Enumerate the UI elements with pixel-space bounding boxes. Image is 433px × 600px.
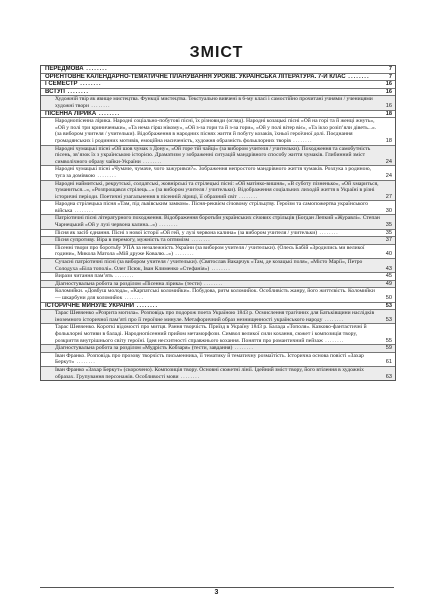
toc-page-number: 16: [385, 81, 392, 88]
toc-entry[interactable]: [41, 281, 395, 289]
dot-leader: ........: [317, 229, 339, 236]
toc-page-number: 16: [385, 102, 392, 109]
page-title: ЗМІСТ: [189, 44, 244, 61]
toc-page-number: 35: [385, 229, 392, 236]
toc-entry[interactable]: [41, 273, 395, 281]
dot-leader: ........: [95, 172, 117, 179]
toc-page-number: 43: [385, 265, 392, 272]
dot-leader: ........: [290, 137, 313, 144]
toc-entry-text: Іван Франко «Захар Беркут» (скорочено). Композиція твору. Основні сюжетні лінії. Ідейний зміст твору, його втілення в художніх образах. Групування персонажів. Особливості мови ........: [55, 366, 364, 380]
toc-page-number: 7: [388, 73, 392, 80]
toc-section[interactable]: [41, 74, 395, 82]
toc-entry-text: Вирази читання пам’ять ........: [55, 273, 135, 280]
toc-section[interactable]: [41, 81, 395, 89]
toc-entry[interactable]: [41, 237, 395, 245]
toc-entry[interactable]: [41, 118, 395, 145]
toc-page-number: 40: [385, 251, 392, 258]
toc-page-number: 61: [385, 359, 392, 366]
dot-leader: ........: [96, 110, 121, 117]
dot-leader: ........: [72, 207, 94, 214]
toc-entry-text: Пісенні твори про боротьбу УПА за незалежність України (за вибором учителя / учительки). (Олесь Бабій «Зродились ми великої години», Микола Матола «Мій друже Ковалю...») ........: [55, 244, 365, 258]
toc-entry-text: Тарас Шевченко «Розрита могила». Розповідь про подорож поета Україною 1843 р. Осмислення трагічних для Батьківщини наслідків іноземного історичної пам’яті про її героїчне минуле. Метафоричний образ незнищенності українського народу ........: [55, 310, 375, 323]
toc-entry-text: Народна стрілецька пісня «Там, під львівським замком». Пісня-реквієм січовому стрільцтву. Героїзм та самопожертва українського війська ........: [55, 201, 369, 214]
toc-entry-text: Народні чумацькі пісні «Чумаче, чумаче, чого зажурився?». Зображення непростого мандрівного життя чумаків. Розлука з родиною, туга за домівкою ........: [55, 166, 372, 179]
toc-entry-text: Художній твір як явище мистецтва. Функції мистецтва. Текстуально вивчені в 6-му класі і самостійно прочитані учнями / ученицями художні твори ........: [55, 96, 373, 109]
toc-page-number: 24: [385, 172, 392, 179]
toc-entry[interactable]: [41, 230, 395, 238]
dot-leader: ........: [74, 359, 96, 366]
toc-page-number: 35: [385, 222, 392, 229]
toc-page-number: 27: [385, 193, 392, 200]
toc-entry-text: ПЕРЕДМОВА ........: [45, 66, 108, 72]
toc-page-number: 7: [388, 66, 392, 72]
toc-entry-text: Коломийки. «Довбуш молода», «Карпатські коломийки». Побудова, ритм коломийок. Особливість жанру, його життєвість. Коломийки — шкарбуни для коломийок ........: [55, 288, 375, 301]
toc-entry-text: Сучасні патріотичні пісні (за вибором учителя / учительки). (Святослав Вакарчук «Там, де козацькі поля», «Місто Марії», Петро Солодуха «Біла тополі». Олег Псюк, Іван Клименко «Стефанія») ........: [55, 259, 363, 272]
toc-page-number: 53: [385, 302, 392, 309]
toc-entry[interactable]: [41, 215, 395, 229]
toc-entry[interactable]: [41, 367, 395, 380]
toc-entry-text: ПІСЕННА ЛІРИКА ........: [45, 110, 121, 117]
toc-entry-text: Патріотичні пісні літературного походження. Відображення боротьби українських січових стрільців (Богдан Лепкий «Журавлі». Степан Чарнецький «Ой у лузі червона калина...») ........: [55, 215, 380, 229]
toc-section[interactable]: [41, 303, 395, 311]
dot-leader: ........: [209, 265, 231, 272]
toc-entry[interactable]: [41, 345, 395, 353]
toc-entry[interactable]: [41, 201, 395, 215]
toc-entry[interactable]: [41, 353, 395, 367]
dot-leader: ........: [112, 273, 135, 280]
table-of-contents: [40, 65, 396, 381]
toc-section[interactable]: [41, 66, 395, 74]
dot-leader: ........: [322, 316, 345, 323]
toc-entry-text: Іван Франко. Розповідь про прозову творчість письменника, її тематику й тематичну розмаїтість. Історична основа повісті «Захар Беркут» ........: [55, 352, 364, 366]
toc-page-number: 63: [385, 373, 392, 380]
toc-entry[interactable]: [41, 96, 395, 110]
toc-entry[interactable]: [41, 166, 395, 180]
dot-leader: ........: [178, 373, 201, 380]
dot-leader: ........: [236, 193, 259, 200]
dot-leader: ........: [65, 88, 90, 95]
dot-leader: ........: [122, 295, 144, 301]
toc-page-number: 18: [385, 110, 392, 117]
footer-rule: [40, 587, 394, 588]
dot-leader: ........: [83, 66, 108, 72]
dot-leader: ........: [77, 81, 102, 88]
toc-entry[interactable]: [41, 310, 395, 324]
toc-page-number: 45: [385, 273, 392, 280]
toc-entry-text: Народні наймитські, рекрутські, солдатські, жовнірські та стрілецькі пісні: «Ой матінко-вишня», «В суботу пізненько», «Ой хмариться, туманиться...», «Розпрощався стрілець...» (за вибором учителя / учительки). Відображення соціальних лиходій життя в Україні в різні історичні періоди. Поетичні узагальнення в пісенній ліриці, її образний світ ........: [55, 180, 379, 200]
toc-entry[interactable]: [41, 181, 395, 202]
dot-leader: ........: [134, 302, 159, 309]
toc-entry[interactable]: [41, 146, 395, 167]
toc-entry-text: Пісня супротиву. Віра в перемогу, мужність та оптимізм ........: [55, 237, 211, 244]
toc-section[interactable]: [41, 111, 395, 119]
toc-page-number: 59: [385, 345, 392, 352]
toc-page-number: 16: [385, 88, 392, 95]
toc-entry[interactable]: [41, 324, 395, 345]
toc-entry[interactable]: [41, 259, 395, 273]
toc-page-number: 30: [385, 207, 392, 214]
dot-leader: ........: [322, 337, 345, 344]
toc-entry-text: Діагностувальна робота за розділом «Пісенна лірика» (тести) ........: [55, 280, 224, 287]
toc-entry-text: ОРІЄНТОВНЕ КАЛЕНДАРНО-ТЕМАТИЧНЕ ПЛАНУВАННЯ УРОКІВ. УКРАЇНСЬКА ЛІТЕРАТУРА. 7-Й КЛАС ........: [45, 73, 370, 80]
toc-entry[interactable]: [41, 245, 395, 259]
dot-leader: ........: [201, 280, 224, 287]
toc-entry-text: Пісня як засіб єднання. Пісні з нової історії «Ой гей, у лузі червона калина» (за вибором учителя / учительки) ........: [55, 229, 339, 236]
toc-entry-text: Тарас Шевченко. Короткі відомості про митця. Рання творчість. Приїзд в Україну 1843 р. Балада «Тополя». Казково-фантастичні й фольклорні мотиви в баладі. Народнопісенний прийом метаморфози. Символ великої сили кохання, сюжет і композиція твору, розкриття внутрішнього світу героїні. Ідея несхитності справжнього кохання. Поняття про романтичний пейзаж ........: [55, 324, 367, 344]
toc-page-number: 53: [385, 316, 392, 323]
toc-page-number: 37: [385, 237, 392, 244]
toc-entry-text: Діагностувальна робота за розділом «Мудрість Кобзаря» (тести, завдання) ........: [55, 345, 254, 352]
toc-page-number: 18: [385, 137, 392, 144]
toc-entry-text: І СЕМЕСТР ........: [45, 81, 102, 88]
dot-leader: ........: [172, 251, 195, 258]
toc-section[interactable]: [41, 89, 395, 97]
toc-entry-text: Народні чумацькі пісні «Ой шов чумак з Дону», «Ой горе тій чайці» (за вибором учителя / учительки). Походження та самобутність пісень, зв’язок їх з українською історією. Драматизм у зображенні ситуацій мандрівного способу життя чумаків. Глибинний зміст символічного образу чайки-України ........: [55, 145, 371, 165]
dot-leader: ........: [345, 73, 370, 80]
toc-page-number: 50: [385, 295, 392, 301]
toc-page-number: 49: [385, 280, 392, 287]
dot-leader: ........: [156, 222, 179, 229]
toc-page-number: 24: [385, 158, 392, 165]
dot-leader: ........: [88, 102, 111, 109]
dot-leader: ........: [189, 237, 211, 244]
toc-entry-text: ВСТУП ........: [45, 88, 90, 95]
toc-entry[interactable]: [41, 288, 395, 302]
toc-page-number: 55: [385, 337, 392, 344]
page-number: 3: [214, 589, 219, 596]
dot-leader: ........: [140, 158, 163, 165]
toc-entry-text: Народнопісенна лірика. Народні соціально-побутові пісні, їх різновиди (огляд). Народні козацькі пісні «Ой на горі та й женці жнуть», «Ой у полі три криниченьки», «Та нема гірш нікому», «Ой з-за гори та й з-за гори», «Ой у полі вітер віє», «Та ікхо розіп’яли діветь...». (за вибором учителя / учительки). Відображення в народних піснях життя й побуту козаків, їхньої героїчної долі. Поєднання громадянських і родинних мотивів, емоційна насиченість, художня образність фольклорних творів ........: [55, 118, 377, 144]
dot-leader: ........: [232, 345, 254, 352]
toc-entry-text: ІСТОРИЧНЕ МИНУЛЕ УКРАЇНИ ........: [45, 302, 159, 309]
